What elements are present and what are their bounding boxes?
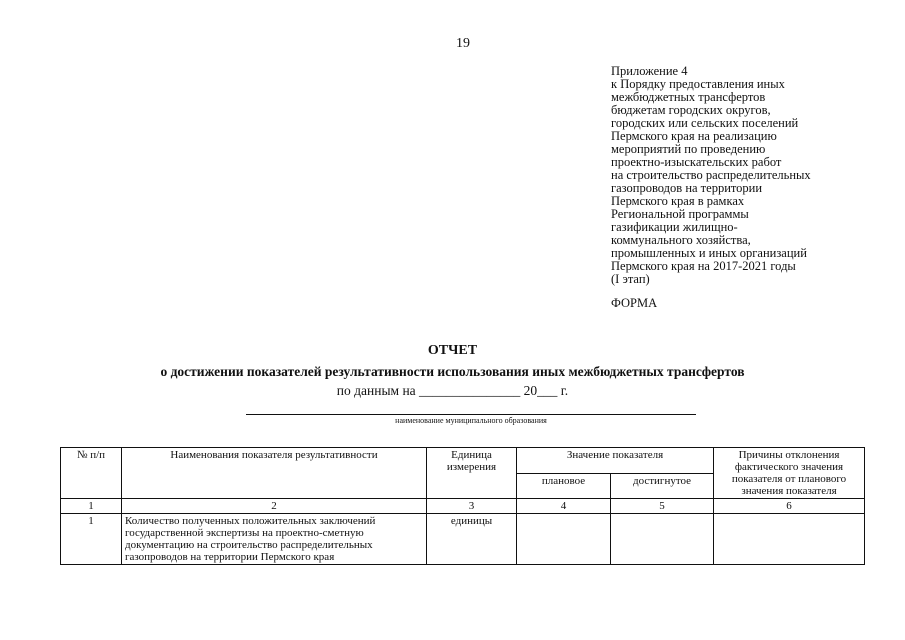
column-number: 4: [517, 499, 611, 514]
header-planned: плановое: [517, 473, 611, 499]
appendix-line: промышленных и иных организаций: [611, 246, 807, 260]
column-number: 1: [61, 499, 122, 514]
header-value-group: Значение показателя: [517, 448, 714, 474]
form-label: ФОРМА: [611, 296, 658, 310]
table-header-row: [61, 448, 865, 474]
municipality-caption: наименование муниципального образования: [395, 416, 547, 425]
report-date-line: по данным на _______________ 20___ г.: [336, 383, 569, 398]
column-number: 2: [122, 499, 427, 514]
header-achieved: достигнутое: [611, 473, 714, 499]
appendix-line: межбюджетных трансфертов: [611, 90, 766, 104]
header-unit: Единица измерения: [427, 448, 517, 499]
header-name: Наименования показателя результативности: [122, 448, 427, 499]
appendix-line: коммунального хозяйства,: [611, 233, 751, 247]
row-unit: единицы: [427, 514, 517, 565]
appendix-line: газопроводов на территории: [611, 181, 763, 195]
report-subtitle: о достижении показателей результативности использования иных межбюджетных трансфертов: [160, 364, 745, 379]
row-indicator-name: Количество полученных положительных заключений государственной экспертизы на проектно-сметную документацию на строительство распределительных газопроводов на территории Пермского края: [122, 514, 427, 565]
appendix-line: городских или сельских поселений: [611, 116, 799, 130]
appendix-line: проектно-изыскательских работ: [611, 155, 782, 169]
report-title: ОТЧЕТ: [427, 343, 478, 358]
row-num: 1: [61, 514, 122, 565]
appendix-line: газификации жилищно-: [611, 220, 738, 234]
table-row: [61, 514, 865, 565]
page-number: 19: [456, 36, 470, 51]
header-num: № п/п: [61, 448, 122, 499]
appendix-line: Приложение 4: [611, 64, 688, 78]
header-reasons: Причины отклонения фактического значения показателя от планового значения показателя: [714, 448, 865, 499]
column-number: 6: [714, 499, 865, 514]
appendix-line: к Порядку предоставления иных: [611, 77, 785, 91]
column-number: 3: [427, 499, 517, 514]
indicators-table: [60, 447, 865, 565]
appendix-line: (I этап): [611, 272, 650, 286]
appendix-block: [611, 65, 901, 286]
municipality-fill-line: [246, 414, 696, 415]
row-planned: [517, 514, 611, 565]
column-number: 5: [611, 499, 714, 514]
appendix-line: бюджетам городских округов,: [611, 103, 771, 117]
appendix-line: Пермского края на реализацию: [611, 129, 777, 143]
appendix-line: мероприятий по проведению: [611, 142, 766, 156]
appendix-line: Региональной программы: [611, 207, 749, 221]
appendix-line: Пермского края в рамках: [611, 194, 745, 208]
column-numbers-row: [61, 499, 865, 514]
appendix-line: Пермского края на 2017-2021 годы: [611, 259, 796, 273]
row-achieved: [611, 514, 714, 565]
row-reasons: [714, 514, 865, 565]
appendix-line: на строительство распределительных: [611, 168, 811, 182]
